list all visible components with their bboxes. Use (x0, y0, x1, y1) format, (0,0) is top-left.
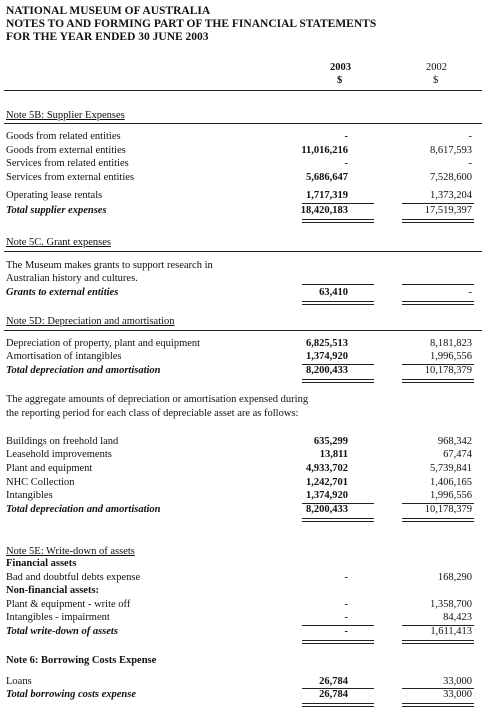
row-value-2003: 1,717,319 (306, 190, 348, 201)
total-label: Total borrowing costs expense (6, 689, 136, 700)
row-value-2002: 7,528,600 (430, 172, 472, 183)
row-label: Operating lease rentals (6, 190, 103, 201)
column-2003-header: 2003 (330, 62, 351, 73)
row-label: Goods from external entities (6, 145, 126, 156)
row-label: Intangibles (6, 490, 53, 501)
total-value-2002: 17,519,397 (424, 205, 472, 216)
total-double-rule (402, 301, 474, 305)
total-value-2002: - (468, 287, 472, 298)
report-subtitle: NOTES TO AND FORMING PART OF THE FINANCIAL STATEMENTS (6, 18, 377, 30)
row-value-2002: 5,739,841 (430, 463, 472, 474)
row-value-2002: 84,423 (443, 612, 472, 623)
row-label: Services from external entities (6, 172, 134, 183)
row-value-2002: 968,342 (437, 436, 472, 447)
row-label: Bad and doubtful debts expense (6, 572, 141, 583)
subtotal-rule (302, 284, 374, 285)
row-value-2002: 33,000 (443, 676, 472, 687)
subtotal-rule (402, 284, 474, 285)
row-label: NHC Collection (6, 477, 75, 488)
total-value-2003: 8,200,433 (306, 365, 348, 376)
total-value-2002: 10,178,379 (424, 365, 472, 376)
total-value-2003: 18,420,183 (300, 205, 348, 216)
row-value-2003: 4,933,702 (306, 463, 348, 474)
total-value-2003: 63,410 (319, 287, 348, 298)
column-2003-unit: $ (337, 75, 343, 86)
row-label: Depreciation of property, plant and equipment (6, 338, 201, 349)
row-value-2002: - (468, 158, 472, 169)
note-text: The Museum makes grants to support research in (6, 260, 213, 271)
report-period: FOR THE YEAR ENDED 30 JUNE 2003 (6, 31, 209, 43)
row-label: Amortisation of intangibles (6, 351, 122, 362)
total-value-2003: 26,784 (319, 689, 348, 700)
total-value-2003: 8,200,433 (306, 504, 348, 515)
row-value-2003: - (344, 572, 348, 583)
row-label: Goods from related entities (6, 131, 121, 142)
total-label: Total write-down of assets (6, 626, 118, 637)
row-value-2002: 168,290 (437, 572, 472, 583)
row-value-2002: 1,996,556 (430, 490, 472, 501)
header-rule (4, 90, 482, 91)
note-5b-title: Note 5B: Supplier Expenses (6, 110, 125, 121)
total-label: Total depreciation and amortisation (6, 365, 161, 376)
total-label: Total supplier expenses (6, 205, 107, 216)
row-value-2003: - (344, 612, 348, 623)
subtotal-rule (302, 203, 374, 204)
subtotal-rule (402, 203, 474, 204)
report-entity-title: NATIONAL MUSEUM OF AUSTRALIA (6, 5, 211, 17)
row-value-2003: 1,374,920 (306, 351, 348, 362)
total-double-rule (302, 518, 374, 522)
section-rule (4, 123, 482, 124)
total-double-rule (402, 518, 474, 522)
row-label: Plant and equipment (6, 463, 93, 474)
row-value-2003: 26,784 (319, 676, 348, 687)
total-double-rule (302, 640, 374, 644)
row-value-2003: 5,686,647 (306, 172, 348, 183)
total-double-rule (302, 379, 374, 383)
row-value-2002: - (468, 131, 472, 142)
row-value-2003: 1,242,701 (306, 477, 348, 488)
subtotal-rule (302, 625, 374, 626)
row-value-2003: - (344, 599, 348, 610)
row-value-2003: 6,825,513 (306, 338, 348, 349)
row-value-2002: 1,406,165 (430, 477, 472, 488)
row-value-2002: 8,181,823 (430, 338, 472, 349)
note-text: the reporting period for each class of depreciable asset are as follows: (6, 408, 299, 419)
row-label: Plant & equipment - write off (6, 599, 131, 610)
row-value-2003: - (344, 158, 348, 169)
total-value-2002: 33,000 (443, 689, 472, 700)
row-value-2003: 13,811 (319, 449, 348, 460)
total-value-2002: 10,178,379 (424, 504, 472, 515)
row-value-2003: 1,374,920 (306, 490, 348, 501)
total-double-rule (302, 219, 374, 223)
total-value-2002: 1,611,413 (430, 626, 472, 637)
row-label: Services from related entities (6, 158, 129, 169)
row-value-2003: 635,299 (313, 436, 348, 447)
total-value-2003: - (344, 626, 348, 637)
row-value-2002: 1,373,204 (430, 190, 472, 201)
note-5c-title: Note 5C. Grant expenses (6, 237, 111, 248)
note-5e-title: Note 5E: Write-down of assets (6, 546, 135, 557)
subheading: Non-financial assets: (6, 585, 100, 596)
total-double-rule (402, 219, 474, 223)
column-2002-header: 2002 (426, 62, 447, 73)
row-value-2002: 8,617,593 (430, 145, 472, 156)
row-value-2002: 1,358,700 (430, 599, 472, 610)
row-value-2002: 67,474 (443, 449, 472, 460)
note-text: Australian history and cultures. (6, 273, 138, 284)
total-double-rule (402, 640, 474, 644)
total-double-rule (402, 703, 474, 707)
total-label: Grants to external entities (6, 287, 119, 298)
total-double-rule (302, 301, 374, 305)
row-label: Buildings on freehold land (6, 436, 119, 447)
subheading: Financial assets (6, 558, 77, 569)
row-value-2002: 1,996,556 (430, 351, 472, 362)
note-6-title: Note 6: Borrowing Costs Expense (6, 655, 157, 666)
total-double-rule (302, 703, 374, 707)
row-label: Leasehold improvements (6, 449, 112, 460)
total-label: Total depreciation and amortisation (6, 504, 161, 515)
row-value-2003: - (344, 131, 348, 142)
section-rule (4, 330, 482, 331)
row-value-2003: 11,016,216 (301, 145, 348, 156)
note-text: The aggregate amounts of depreciation or amortisation expensed during (6, 394, 309, 405)
row-label: Loans (6, 676, 32, 687)
note-5d-title: Note 5D: Depreciation and amortisation (6, 316, 175, 327)
total-double-rule (402, 379, 474, 383)
column-2002-unit: $ (433, 75, 439, 86)
section-rule (4, 251, 482, 252)
row-label: Intangibles - impairment (6, 612, 110, 623)
